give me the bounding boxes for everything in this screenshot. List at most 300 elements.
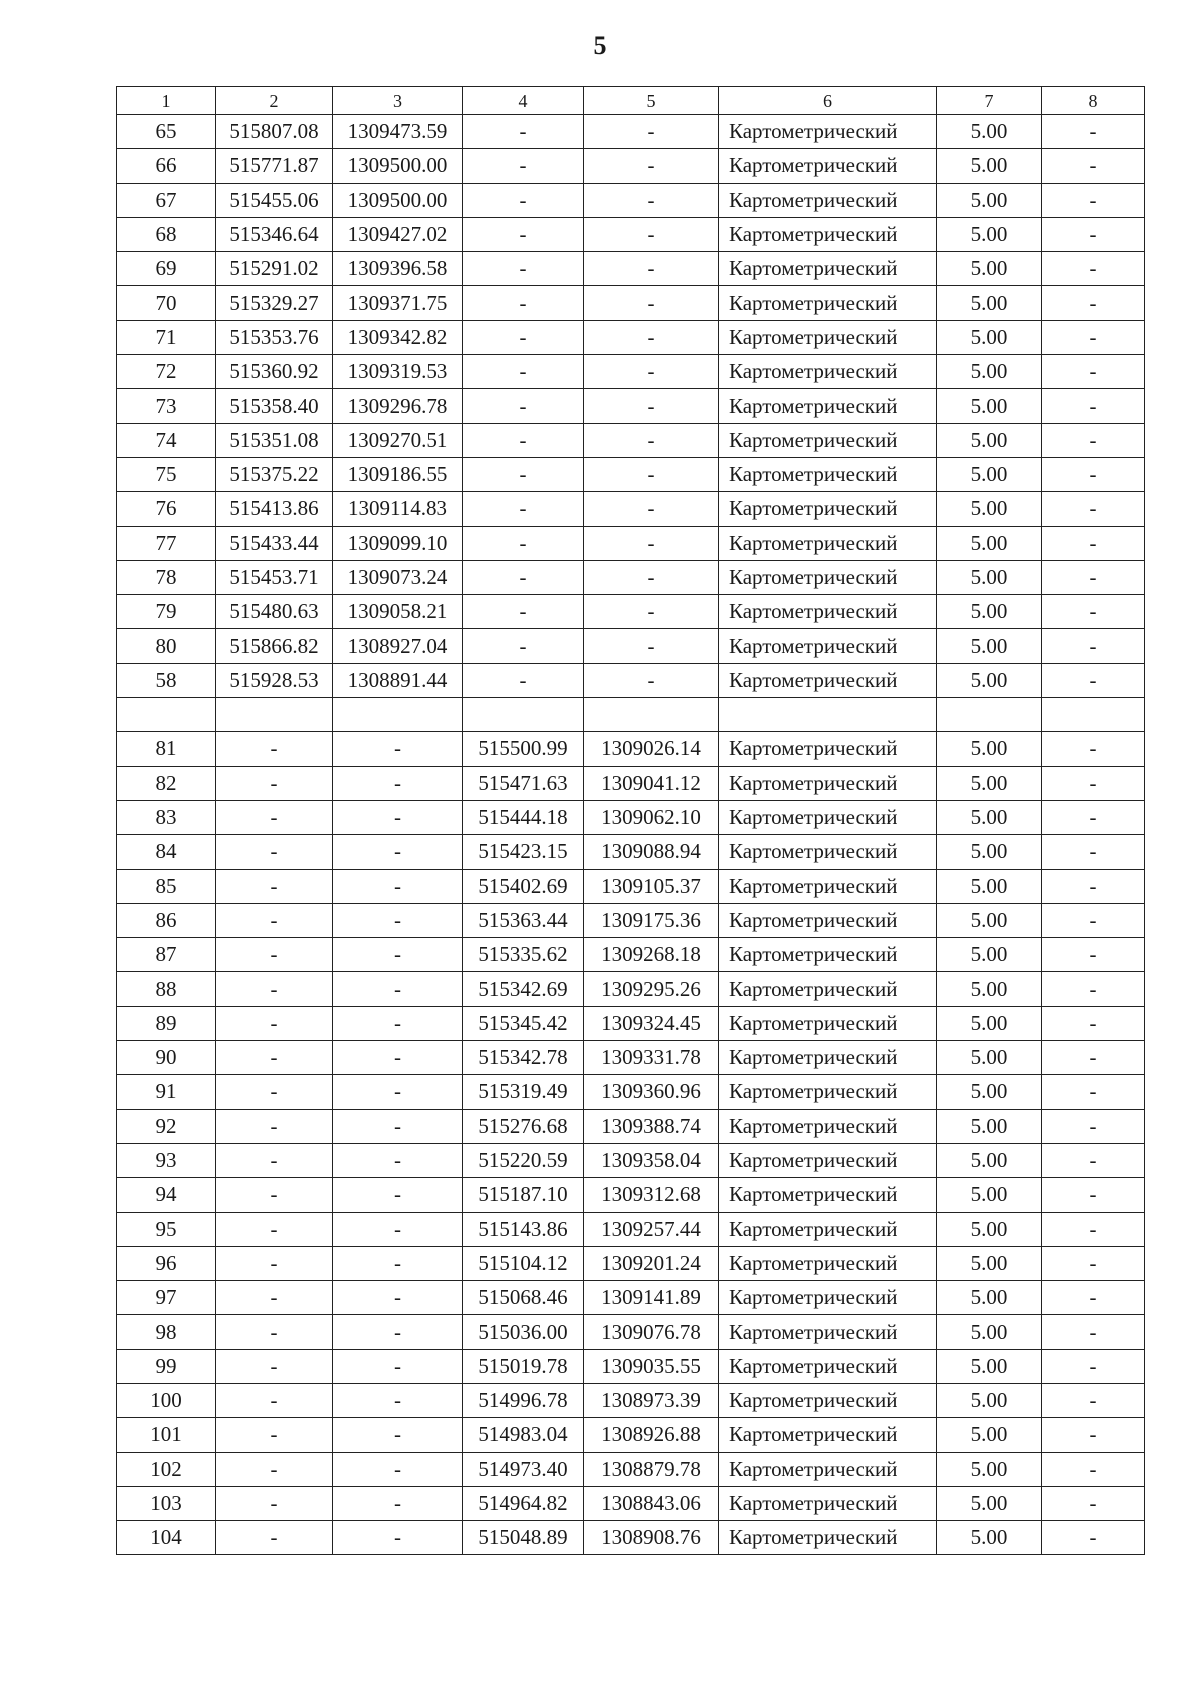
cell-accuracy: 5.00 [937,1383,1042,1417]
cell-x-coord-old: - [216,732,333,766]
cell-point-number: 71 [117,320,216,354]
cell-point-number: 98 [117,1315,216,1349]
cell-accuracy: 5.00 [937,1521,1042,1555]
cell-x-coord-old: - [216,1521,333,1555]
cell-y-coord-old: 1309058.21 [333,595,463,629]
cell-x-coord-old: 515866.82 [216,629,333,663]
cell-description: - [1042,492,1145,526]
cell-accuracy: 5.00 [937,663,1042,697]
cell-accuracy: 5.00 [937,938,1042,972]
cell-accuracy: 5.00 [937,355,1042,389]
cell-point-number: 104 [117,1521,216,1555]
cell-x-coord-new: 515319.49 [463,1075,584,1109]
cell-accuracy: 5.00 [937,560,1042,594]
cell-x-coord-new: 515471.63 [463,766,584,800]
cell-x-coord-old: 515928.53 [216,663,333,697]
cell-x-coord-new: - [463,629,584,663]
cell-y-coord-old: 1309319.53 [333,355,463,389]
cell-description: - [1042,423,1145,457]
cell-y-coord-old: 1308891.44 [333,663,463,697]
cell-x-coord-old: - [216,1041,333,1075]
cell-x-coord-new: - [463,526,584,560]
cell-y-coord-new: 1309358.04 [584,1143,719,1177]
cell-method: Картометрический [719,149,937,183]
cell-y-coord-old: - [333,1418,463,1452]
cell-y-coord-old: - [333,732,463,766]
cell-accuracy: 5.00 [937,1006,1042,1040]
cell-method: Картометрический [719,869,937,903]
cell-point-number: 97 [117,1281,216,1315]
cell-method: Картометрический [719,1281,937,1315]
cell-x-coord-new: 515104.12 [463,1246,584,1280]
cell-x-coord-new: 515036.00 [463,1315,584,1349]
cell-description: - [1042,1281,1145,1315]
cell-point-number: 73 [117,389,216,423]
cell-y-coord-old [333,698,463,732]
column-header-6: 6 [719,87,937,115]
cell-method: Картометрический [719,217,937,251]
table-row [117,1486,1145,1520]
table-row [117,560,1145,594]
cell-y-coord-old: - [333,1212,463,1246]
column-header-5: 5 [584,87,719,115]
table-row [117,115,1145,149]
cell-point-number: 78 [117,560,216,594]
cell-accuracy: 5.00 [937,252,1042,286]
table-row [117,149,1145,183]
cell-x-coord-old: 515353.76 [216,320,333,354]
cell-x-coord-old: - [216,800,333,834]
cell-method: Картометрический [719,835,937,869]
cell-accuracy: 5.00 [937,389,1042,423]
cell-y-coord-new: 1309076.78 [584,1315,719,1349]
cell-point-number: 80 [117,629,216,663]
cell-x-coord-old: - [216,1315,333,1349]
cell-description: - [1042,800,1145,834]
cell-point-number [117,698,216,732]
page-number: 5 [593,31,607,60]
cell-accuracy: 5.00 [937,1486,1042,1520]
cell-y-coord-old: - [333,1383,463,1417]
cell-accuracy: 5.00 [937,903,1042,937]
cell-accuracy: 5.00 [937,1212,1042,1246]
cell-description: - [1042,903,1145,937]
cell-description: - [1042,457,1145,491]
cell-description: - [1042,1521,1145,1555]
cell-y-coord-new: 1309268.18 [584,938,719,972]
table-row [117,526,1145,560]
cell-point-number: 86 [117,903,216,937]
cell-method: Картометрический [719,1178,937,1212]
cell-x-coord-old: - [216,972,333,1006]
cell-y-coord-old: 1309473.59 [333,115,463,149]
cell-x-coord-new: 515187.10 [463,1178,584,1212]
table-row [117,1383,1145,1417]
table-row [117,1418,1145,1452]
cell-accuracy: 5.00 [937,835,1042,869]
cell-method: Картометрический [719,423,937,457]
cell-y-coord-new: 1309141.89 [584,1281,719,1315]
cell-y-coord-new: 1309360.96 [584,1075,719,1109]
cell-y-coord-new: 1309175.36 [584,903,719,937]
table-row [117,389,1145,423]
cell-y-coord-old: - [333,1075,463,1109]
cell-y-coord-new: - [584,286,719,320]
cell-x-coord-new: - [463,286,584,320]
cell-method: Картометрический [719,560,937,594]
column-header-7: 7 [937,87,1042,115]
cell-y-coord-new: - [584,183,719,217]
cell-method: Картометрический [719,1246,937,1280]
cell-method: Картометрический [719,629,937,663]
cell-y-coord-new: - [584,423,719,457]
table-row [117,1315,1145,1349]
cell-description: - [1042,766,1145,800]
cell-x-coord-new: 515345.42 [463,1006,584,1040]
cell-point-number: 85 [117,869,216,903]
cell-y-coord-new: - [584,389,719,423]
cell-description: - [1042,1006,1145,1040]
cell-y-coord-new: 1308908.76 [584,1521,719,1555]
cell-x-coord-new: 514964.82 [463,1486,584,1520]
cell-y-coord-old: - [333,1452,463,1486]
cell-description: - [1042,663,1145,697]
cell-x-coord-new: 515220.59 [463,1143,584,1177]
cell-y-coord-old: - [333,1246,463,1280]
cell-y-coord-old: 1309500.00 [333,149,463,183]
cell-y-coord-new: 1309105.37 [584,869,719,903]
cell-description: - [1042,286,1145,320]
table-row [117,1178,1145,1212]
cell-description: - [1042,389,1145,423]
table-row [117,286,1145,320]
cell-x-coord-old: 515413.86 [216,492,333,526]
table-row [117,732,1145,766]
cell-point-number: 70 [117,286,216,320]
cell-x-coord-old: 515453.71 [216,560,333,594]
cell-accuracy: 5.00 [937,149,1042,183]
cell-accuracy: 5.00 [937,492,1042,526]
cell-method: Картометрический [719,1521,937,1555]
cell-description: - [1042,1178,1145,1212]
cell-x-coord-new: - [463,389,584,423]
cell-y-coord-new: - [584,149,719,183]
cell-description: - [1042,1315,1145,1349]
cell-y-coord-old: - [333,1109,463,1143]
cell-accuracy: 5.00 [937,286,1042,320]
cell-x-coord-old: 515455.06 [216,183,333,217]
table-row [117,1281,1145,1315]
cell-point-number: 79 [117,595,216,629]
cell-x-coord-old: 515807.08 [216,115,333,149]
cell-method: Картометрический [719,1315,937,1349]
table-row [117,1143,1145,1177]
table-row [117,183,1145,217]
cell-accuracy: 5.00 [937,1418,1042,1452]
cell-x-coord-old: 515480.63 [216,595,333,629]
cell-accuracy [937,698,1042,732]
cell-y-coord-new: - [584,115,719,149]
cell-method: Картометрический [719,938,937,972]
cell-y-coord-new: 1309388.74 [584,1109,719,1143]
cell-x-coord-new: 514973.40 [463,1452,584,1486]
cell-description: - [1042,732,1145,766]
cell-point-number: 94 [117,1178,216,1212]
cell-description: - [1042,835,1145,869]
cell-x-coord-old: - [216,903,333,937]
cell-description: - [1042,1041,1145,1075]
cell-accuracy: 5.00 [937,1178,1042,1212]
table-row [117,972,1145,1006]
cell-y-coord-old: - [333,903,463,937]
cell-description: - [1042,1075,1145,1109]
cell-x-coord-old: - [216,1178,333,1212]
cell-method: Картометрический [719,1212,937,1246]
cell-point-number: 93 [117,1143,216,1177]
column-header-2: 2 [216,87,333,115]
cell-point-number: 102 [117,1452,216,1486]
cell-x-coord-new: 515402.69 [463,869,584,903]
cell-accuracy: 5.00 [937,732,1042,766]
cell-x-coord-old: - [216,1109,333,1143]
cell-point-number: 84 [117,835,216,869]
cell-x-coord-old: 515375.22 [216,457,333,491]
cell-x-coord-new: - [463,492,584,526]
cell-point-number: 82 [117,766,216,800]
cell-x-coord-new: 515335.62 [463,938,584,972]
table-row [117,1521,1145,1555]
cell-x-coord-new: 515423.15 [463,835,584,869]
cell-point-number: 90 [117,1041,216,1075]
cell-accuracy: 5.00 [937,457,1042,491]
cell-method: Картометрический [719,663,937,697]
cell-point-number: 100 [117,1383,216,1417]
cell-x-coord-old: 515358.40 [216,389,333,423]
cell-x-coord-old: - [216,1418,333,1452]
cell-accuracy: 5.00 [937,115,1042,149]
table-row [117,766,1145,800]
cell-method: Картометрический [719,1486,937,1520]
cell-x-coord-old: - [216,1246,333,1280]
cell-x-coord-new: - [463,252,584,286]
column-header-3: 3 [333,87,463,115]
cell-y-coord-new: 1308843.06 [584,1486,719,1520]
cell-accuracy: 5.00 [937,217,1042,251]
cell-accuracy: 5.00 [937,1349,1042,1383]
cell-y-coord-old: - [333,972,463,1006]
cell-point-number: 91 [117,1075,216,1109]
cell-y-coord-old: - [333,1349,463,1383]
cell-method: Картометрический [719,1452,937,1486]
cell-x-coord-old: 515360.92 [216,355,333,389]
table-row [117,1349,1145,1383]
cell-y-coord-new: 1309035.55 [584,1349,719,1383]
cell-description: - [1042,217,1145,251]
table-row [117,663,1145,697]
cell-x-coord-old: - [216,835,333,869]
cell-method: Картометрический [719,286,937,320]
cell-x-coord-new: - [463,595,584,629]
cell-method: Картометрический [719,355,937,389]
coordinates-table [116,86,1145,1555]
cell-accuracy: 5.00 [937,183,1042,217]
cell-description: - [1042,869,1145,903]
cell-x-coord-new: 515342.69 [463,972,584,1006]
cell-accuracy: 5.00 [937,869,1042,903]
cell-y-coord-new: - [584,663,719,697]
cell-y-coord-old: - [333,1521,463,1555]
cell-x-coord-old: - [216,1486,333,1520]
cell-x-coord-new: 515143.86 [463,1212,584,1246]
cell-y-coord-old: - [333,1006,463,1040]
cell-description [1042,698,1145,732]
cell-y-coord-new: - [584,355,719,389]
cell-x-coord-old: 515771.87 [216,149,333,183]
cell-y-coord-new [584,698,719,732]
cell-x-coord-old: - [216,1383,333,1417]
cell-point-number: 74 [117,423,216,457]
cell-y-coord-new: 1309312.68 [584,1178,719,1212]
cell-point-number: 72 [117,355,216,389]
table-row [117,1041,1145,1075]
cell-x-coord-new: 515342.78 [463,1041,584,1075]
table-row [117,320,1145,354]
cell-point-number: 66 [117,149,216,183]
cell-x-coord-old: - [216,1212,333,1246]
table-row [117,595,1145,629]
cell-x-coord-new: 515048.89 [463,1521,584,1555]
cell-method: Картометрический [719,183,937,217]
cell-method: Картометрический [719,766,937,800]
column-header-4: 4 [463,87,584,115]
cell-description: - [1042,595,1145,629]
cell-description: - [1042,526,1145,560]
cell-accuracy: 5.00 [937,766,1042,800]
cell-method: Картометрический [719,252,937,286]
cell-y-coord-new: 1309088.94 [584,835,719,869]
table-row [117,1109,1145,1143]
cell-accuracy: 5.00 [937,1109,1042,1143]
cell-description: - [1042,149,1145,183]
cell-description: - [1042,972,1145,1006]
cell-description: - [1042,1143,1145,1177]
cell-x-coord-new: - [463,320,584,354]
cell-point-number: 99 [117,1349,216,1383]
cell-method: Картометрический [719,492,937,526]
cell-method: Картометрический [719,800,937,834]
cell-x-coord-old: 515329.27 [216,286,333,320]
cell-x-coord-old: - [216,1281,333,1315]
cell-method: Картометрический [719,1143,937,1177]
cell-x-coord-old: - [216,1452,333,1486]
cell-x-coord-new: - [463,560,584,594]
cell-accuracy: 5.00 [937,1315,1042,1349]
cell-y-coord-old: - [333,938,463,972]
cell-y-coord-old: - [333,869,463,903]
cell-method: Картометрический [719,1109,937,1143]
table-row [117,938,1145,972]
cell-point-number: 76 [117,492,216,526]
cell-accuracy: 5.00 [937,320,1042,354]
cell-description: - [1042,1349,1145,1383]
table-row [117,252,1145,286]
cell-point-number: 87 [117,938,216,972]
cell-y-coord-old: 1309186.55 [333,457,463,491]
cell-x-coord-new: - [463,457,584,491]
cell-y-coord-new: 1309257.44 [584,1212,719,1246]
cell-point-number: 103 [117,1486,216,1520]
cell-x-coord-old: - [216,869,333,903]
cell-x-coord-new [463,698,584,732]
cell-point-number: 83 [117,800,216,834]
cell-accuracy: 5.00 [937,1452,1042,1486]
cell-y-coord-old: 1309427.02 [333,217,463,251]
cell-x-coord-new: 515068.46 [463,1281,584,1315]
cell-y-coord-old: - [333,766,463,800]
cell-accuracy: 5.00 [937,1281,1042,1315]
cell-method: Картометрический [719,1075,937,1109]
cell-y-coord-old: 1309114.83 [333,492,463,526]
table-body [117,87,1145,1555]
cell-method: Картометрический [719,903,937,937]
cell-point-number: 88 [117,972,216,1006]
cell-y-coord-old: - [333,1486,463,1520]
cell-x-coord-new: - [463,183,584,217]
cell-x-coord-old: - [216,1006,333,1040]
cell-point-number: 89 [117,1006,216,1040]
cell-method: Картометрический [719,526,937,560]
cell-accuracy: 5.00 [937,423,1042,457]
cell-accuracy: 5.00 [937,800,1042,834]
cell-description: - [1042,115,1145,149]
cell-point-number: 58 [117,663,216,697]
cell-point-number: 96 [117,1246,216,1280]
cell-y-coord-old: - [333,1041,463,1075]
cell-y-coord-old: - [333,1315,463,1349]
cell-x-coord-old [216,698,333,732]
cell-x-coord-old: - [216,1075,333,1109]
cell-method: Картометрический [719,972,937,1006]
table-row [117,1246,1145,1280]
cell-method: Картометрический [719,457,937,491]
cell-description: - [1042,355,1145,389]
cell-accuracy: 5.00 [937,972,1042,1006]
cell-point-number: 67 [117,183,216,217]
cell-point-number: 69 [117,252,216,286]
cell-y-coord-new: 1309062.10 [584,800,719,834]
cell-method: Картометрический [719,115,937,149]
cell-x-coord-old: 515351.08 [216,423,333,457]
cell-y-coord-old: 1309342.82 [333,320,463,354]
cell-y-coord-old: 1309371.75 [333,286,463,320]
cell-y-coord-old: 1309099.10 [333,526,463,560]
cell-point-number: 101 [117,1418,216,1452]
cell-method: Картометрический [719,1418,937,1452]
cell-method: Картометрический [719,1383,937,1417]
cell-y-coord-old: 1309270.51 [333,423,463,457]
cell-x-coord-old: 515291.02 [216,252,333,286]
table-row [117,1075,1145,1109]
cell-method: Картометрический [719,1006,937,1040]
cell-y-coord-new: - [584,217,719,251]
cell-x-coord-new: - [463,149,584,183]
table-row [117,903,1145,937]
cell-x-coord-new: 515019.78 [463,1349,584,1383]
cell-x-coord-new: 514983.04 [463,1418,584,1452]
cell-description: - [1042,1246,1145,1280]
cell-x-coord-new: 515363.44 [463,903,584,937]
cell-x-coord-old: - [216,1143,333,1177]
